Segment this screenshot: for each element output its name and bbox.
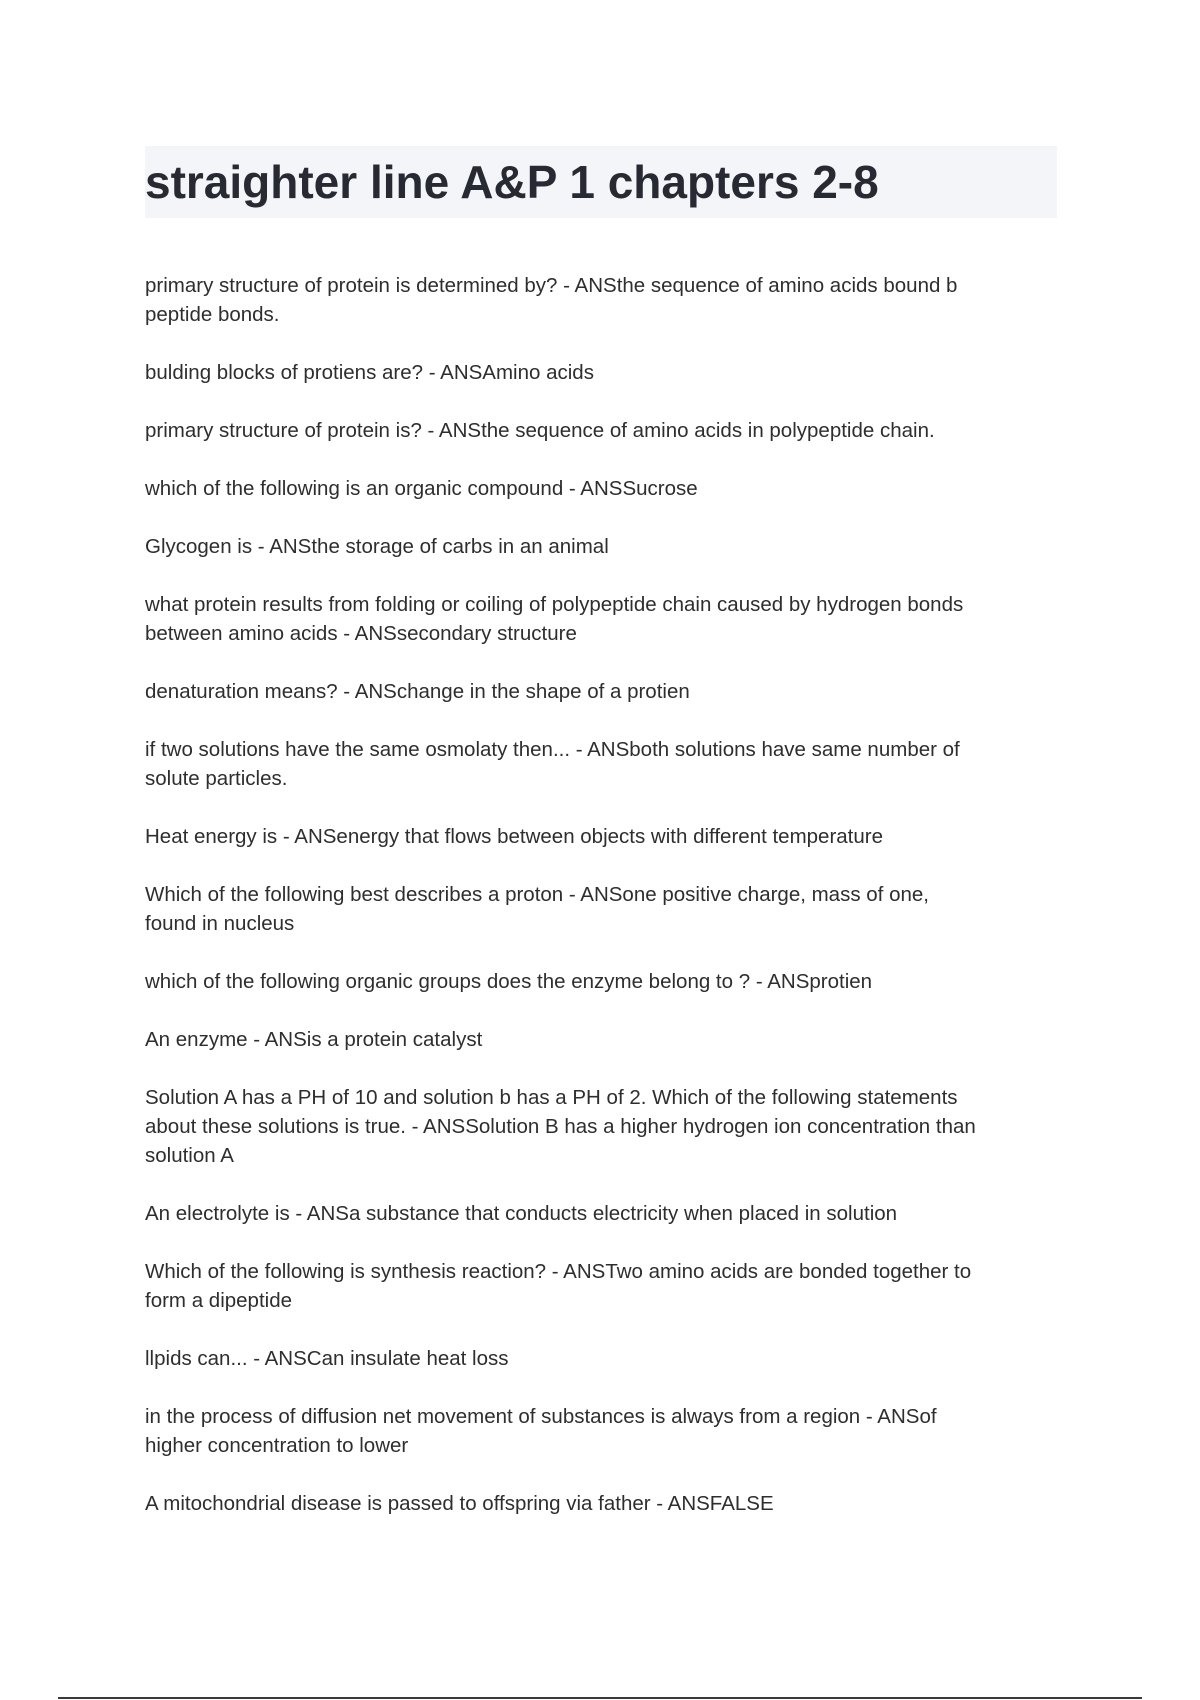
qa-item: denaturation means? - ANSchange in the shape of a protien — [145, 680, 690, 703]
qa-item: primary structure of protein is? - ANSthe sequence of amino acids in polypeptide chain. — [145, 419, 935, 442]
qa-item: Which of the following best describes a proton - ANSone positive charge, mass of one, found in nucleus — [145, 883, 929, 935]
qa-item: bulding blocks of protiens are? - ANSAmino acids — [145, 361, 594, 384]
qa-item: llpids can... - ANSCan insulate heat loss — [145, 1347, 509, 1370]
footer-rule — [58, 1697, 1142, 1699]
document-title: straighter line A&P 1 chapters 2-8 — [145, 156, 879, 208]
qa-item: Glycogen is - ANSthe storage of carbs in an animal — [145, 535, 609, 558]
qa-item: in the process of diffusion net movement of substances is always from a region - ANSof higher concentration to lower — [145, 1405, 937, 1457]
qa-item: primary structure of protein is determined by? - ANSthe sequence of amino acids bound b peptide bonds. — [145, 274, 958, 326]
qa-item: what protein results from folding or coiling of polypeptide chain caused by hydrogen bonds between amino acids - ANSsecondary structure — [145, 593, 964, 645]
qa-item: which of the following organic groups does the enzyme belong to ? - ANSprotien — [145, 970, 873, 993]
qa-item: An enzyme - ANSis a protein catalyst — [145, 1028, 483, 1051]
qa-item: Solution A has a PH of 10 and solution b has a PH of 2. Which of the following statements about these solutions is true. - ANSSolution B has a higher hydrogen ion concentration than solution A — [145, 1086, 976, 1167]
qa-item: which of the following is an organic compound - ANSSucrose — [145, 477, 698, 500]
qa-item: Heat energy is - ANSenergy that flows between objects with different temperature — [145, 825, 884, 848]
qa-item: if two solutions have the same osmolaty then... - ANSboth solutions have same number of solute particles. — [145, 738, 960, 790]
qa-list — [145, 271, 1060, 1547]
qa-item: A mitochondrial disease is passed to offspring via father - ANSFALSE — [145, 1492, 774, 1515]
qa-item: An electrolyte is - ANSa substance that conducts electricity when placed in solution — [145, 1202, 898, 1225]
qa-item: Which of the following is synthesis reaction? - ANSTwo amino acids are bonded together to form a dipeptide — [145, 1260, 972, 1312]
